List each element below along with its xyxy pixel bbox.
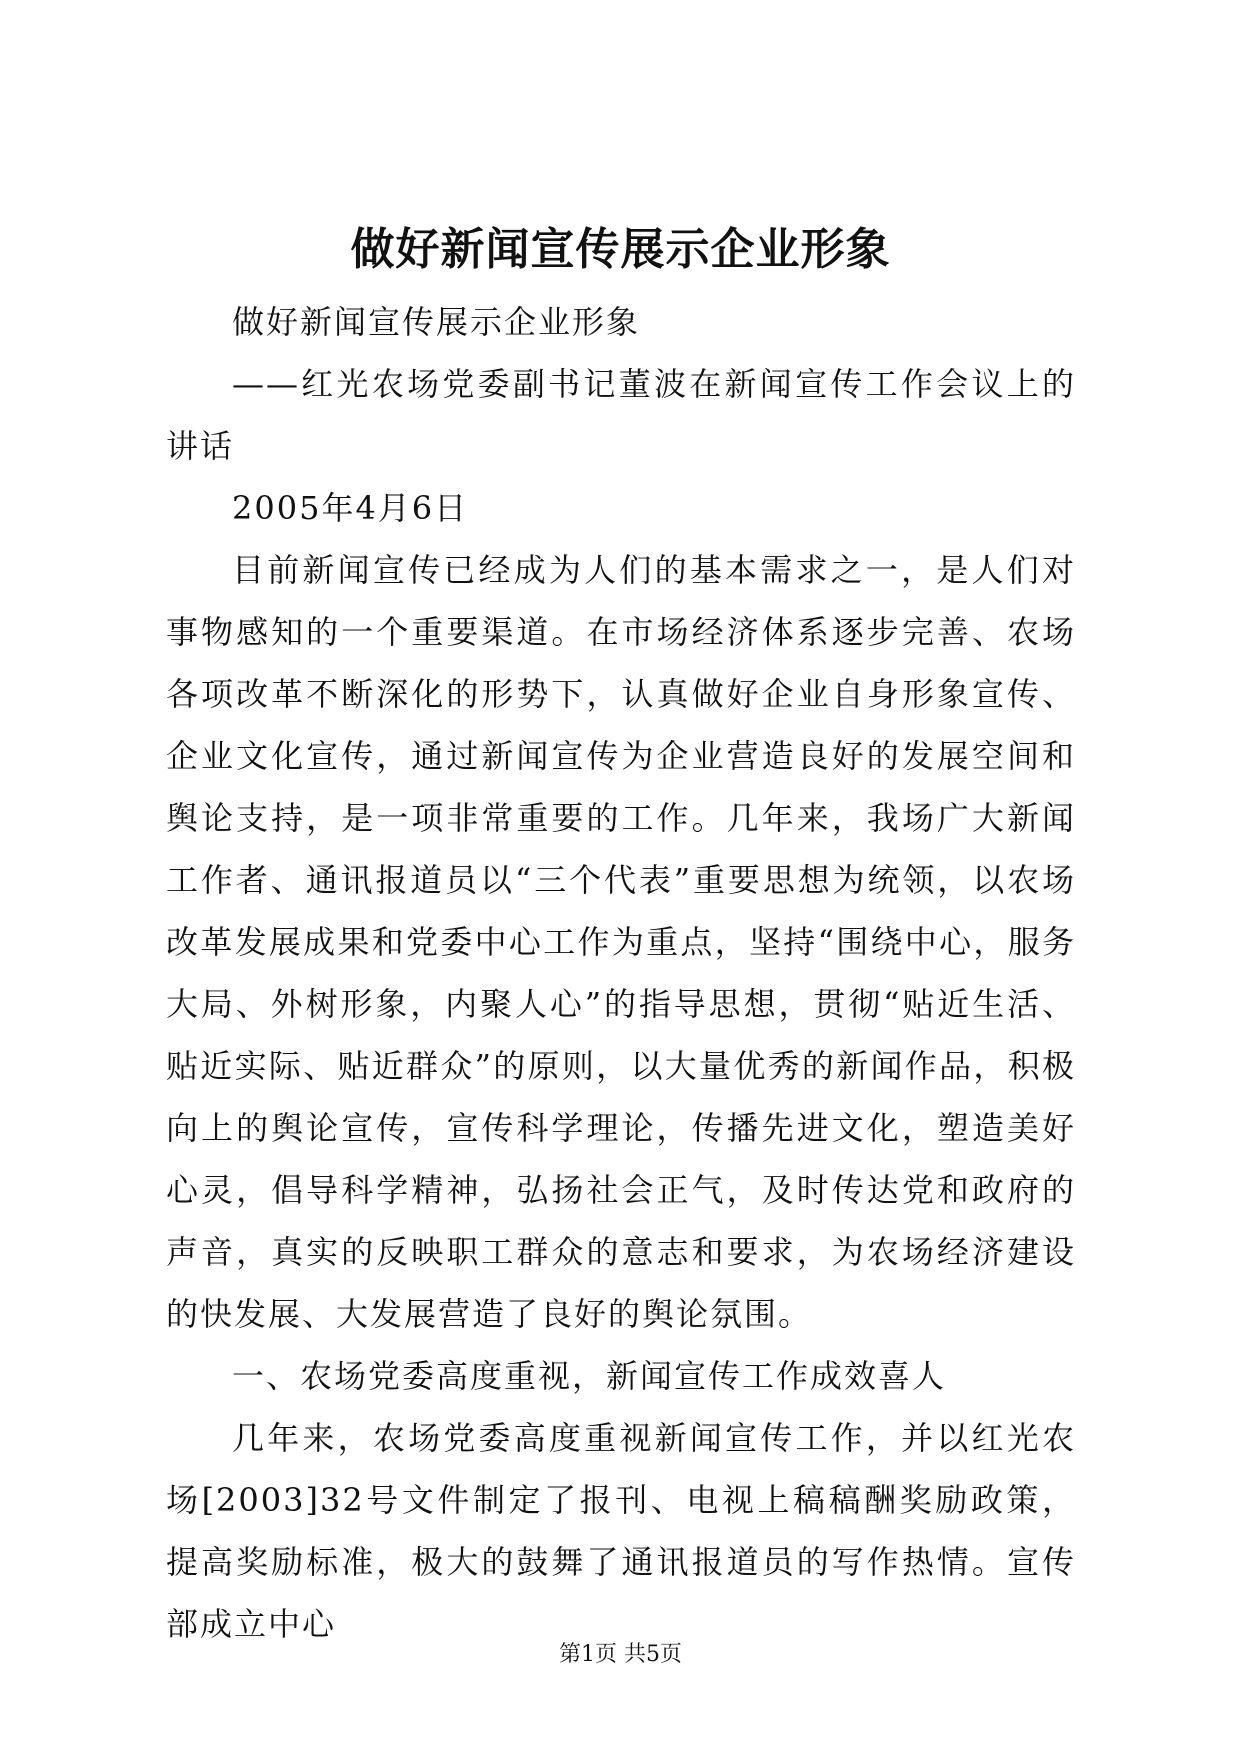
body-paragraph: 几年来，农场党委高度重视新闻宣传工作，并以红光农场[2003]32号文件制定了报刊、电视上稿稿酬奖励政策，提高奖励标准，极大的鼓舞了通讯报道员的写作热情。宣传部成立中心: [166, 1419, 1076, 1643]
document-title: 做好新闻宣传展示企业形象: [350, 224, 891, 275]
date-paragraph: 2005年4月6日: [232, 489, 469, 527]
speaker-paragraph: ——红光农场党委副书记董波在新闻宣传工作会议上的讲话: [166, 365, 1076, 465]
subtitle-paragraph: 做好新闻宣传展示企业形象: [232, 303, 641, 341]
page-number: 第1页 共5页: [559, 1642, 682, 1667]
section-heading: 一、农场党委高度重视，新闻宣传工作成效喜人: [232, 1357, 947, 1395]
body-paragraph: 目前新闻宣传已经成为人们的基本需求之一，是人们对事物感知的一个重要渠道。在市场经济体系逐步完善、农场各项改革不断深化的形势下，认真做好企业自身形象宣传、企业文化宣传，通过新闻宣传为企业营造良好的发展空间和舆论支持，是一项非常重要的工作。几年来，我场广大新闻工作者、通讯报道员以“三个代表”重要思想为统领，以农场改革发展成果和党委中心工作为重点，坚持“围绕中心，服务大局、外树形象，内聚人心”的指导思想，贯彻“贴近生活、贴近实际、贴近群众”的原则，以大量优秀的新闻作品，积极向上的舆论宣传，宣传科学理论，传播先进文化，塑造美好心灵，倡导科学精神，弘扬社会正气，及时传达党和政府的声音，真实的反映职工群众的意志和要求，为农场经济建设的快发展、大发展营造了良好的舆论氛围。: [166, 551, 1076, 1333]
document-body: [166, 291, 1076, 1655]
